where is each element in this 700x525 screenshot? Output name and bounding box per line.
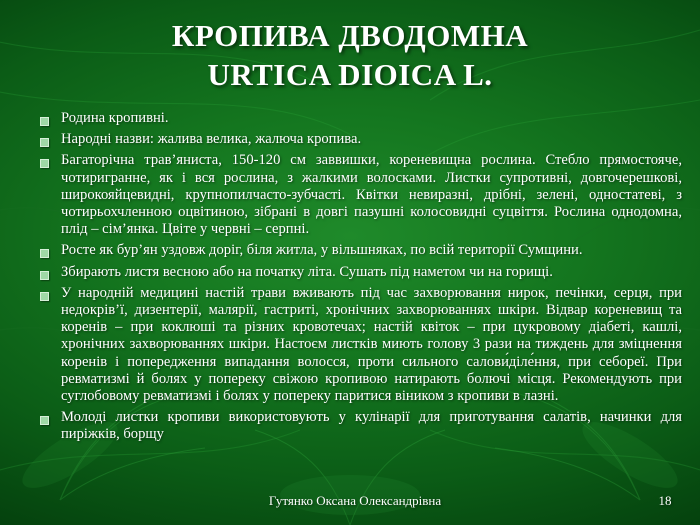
title-line-2: URTICA DIOICA L. bbox=[207, 57, 493, 92]
list-item bbox=[40, 285, 682, 405]
list-item-text: Росте як бур’ян уздовж доріг, біля житла, у вільшняках, по всій території Сумщини. bbox=[61, 242, 583, 259]
bullet-square-icon bbox=[40, 249, 49, 258]
title-line-1: КРОПИВА ДВОДОМНА bbox=[171, 18, 529, 53]
list-item-text: У народній медицині настій трави вживають під час захворювання нирок, печінки, серця, при недокрів’ї, дизентерії, малярії, гастриті, хронічних захворюваннях шкіри. Відвар кореневищ та коренів – при коклюші та різних кровотечах; настій квіток – при цукровому діабеті, кашлі, хронічних захворюваннях шкіри. Настоєм листків миють голову 3 рази на тиждень для зміцнення коренів і попередження випадання волосся, проти сильного салови́діле́ння, при себореї. При ревматизмі й болях у попереку свіжою кропивою натирають болючі місця. Рекомендують при суглобовому ревматизмі і болях у попереку паритися віником з кропиви в лазні. bbox=[61, 284, 682, 405]
list-item-text: Збирають листя весною або на початку літа. Сушать під наметом чи на горищі. bbox=[61, 263, 553, 280]
list-item bbox=[40, 152, 682, 238]
bullet-square-icon bbox=[40, 271, 49, 280]
list-item bbox=[40, 264, 682, 281]
bullet-square-icon bbox=[40, 416, 49, 425]
bullet-list bbox=[40, 110, 682, 444]
list-item bbox=[40, 409, 682, 443]
list-item-text: Родина кропивні. bbox=[61, 110, 169, 126]
bullet-square-icon bbox=[40, 138, 49, 147]
bullet-square-icon bbox=[40, 117, 49, 126]
list-item bbox=[40, 110, 682, 127]
slide-footer bbox=[0, 493, 700, 509]
list-item bbox=[40, 131, 682, 148]
page-title bbox=[0, 0, 700, 94]
list-item bbox=[40, 242, 682, 259]
bullet-square-icon bbox=[40, 159, 49, 168]
bullet-square-icon bbox=[40, 292, 49, 301]
list-item-text: Молоді листки кропиви використовують у кулінарії для приготування салатів, начинки для пиріжків, борщу bbox=[61, 409, 682, 443]
list-item-text: Народні назви: жалива велика, жалюча кропива. bbox=[61, 131, 362, 148]
slide-number: 18 bbox=[658, 493, 672, 508]
list-item-text: Багаторічна трав’яниста, 150-120 см заввишки, кореневищна рослина. Стебло прямостояче, чотиригранне, як і вся рослина, з жалкими волосками. Листки супротивні, довгочерешкові, широкояйцевидні, крупнопилчасто-зубчасті. Квітки невиразні, дрібні, зелені, одностатеві, з чотирьохчленною оцвітиною, зібрані в довгі пазушні колосовидні суцвіття. Рослина однодомна, плід – сім’янка. Цвіте у червні – серпні. bbox=[61, 152, 682, 238]
footer-author: Гутянко Оксана Олександрівна bbox=[268, 493, 442, 508]
